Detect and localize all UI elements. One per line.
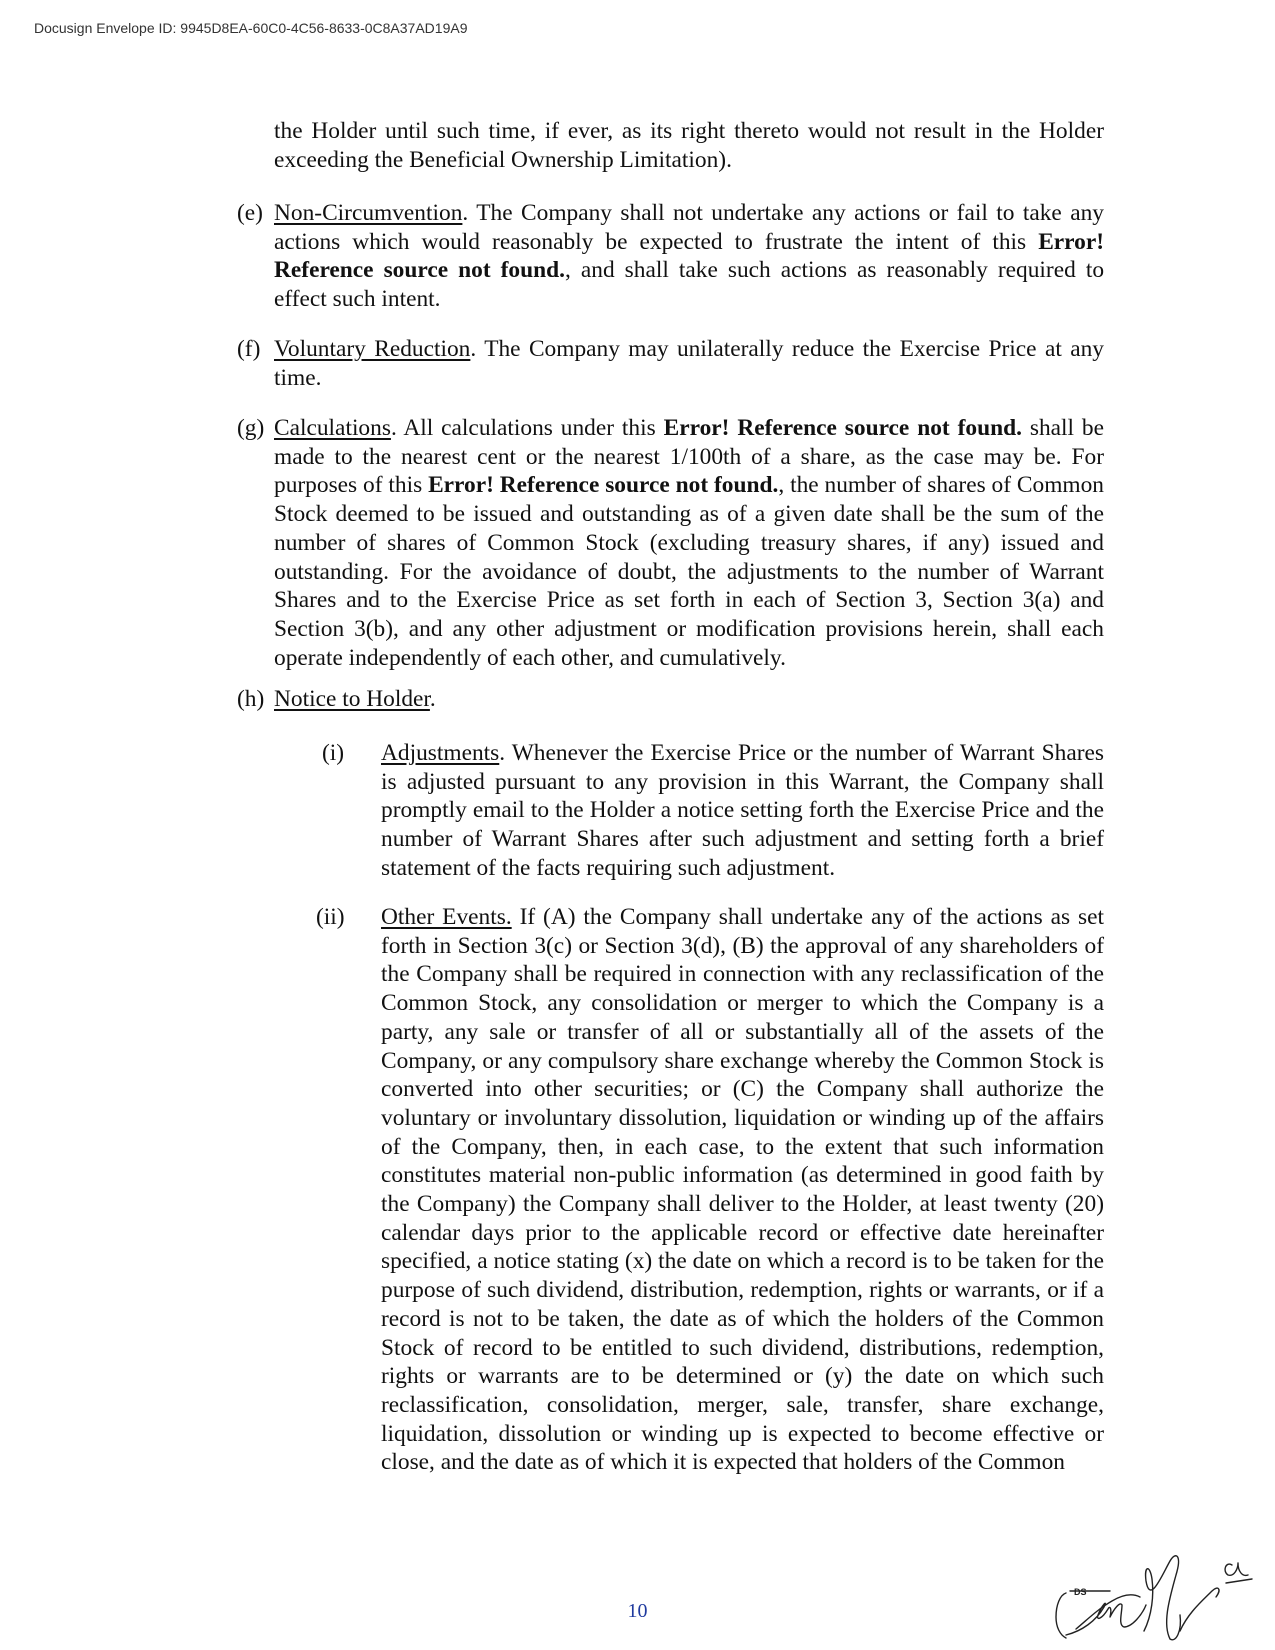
section-e-text-2: , and shall take such actions as reasonably required to effect such intent. bbox=[274, 257, 1105, 313]
section-h-ii-label: (ii) bbox=[316, 904, 345, 930]
section-g-text-1: . All calculations under this bbox=[390, 415, 664, 441]
section-f-paragraph bbox=[274, 335, 1104, 392]
signature-main-stroke bbox=[1144, 1556, 1180, 1640]
section-h-ii-title: Other Events. bbox=[381, 904, 512, 930]
section-g-error-1: Error! Reference source not found. bbox=[663, 415, 1022, 441]
section-g-text-2: shall be made to the nearest cent or the nearest 1/100th of a share, as the case may be. For purposes of this bbox=[274, 415, 1104, 499]
section-f-text: . The Company may unilaterally reduce the Exercise Price at any time. bbox=[274, 336, 1104, 391]
section-e-paragraph bbox=[274, 199, 1104, 314]
section-e-title: Non-Circumvention bbox=[274, 200, 463, 226]
section-h-heading bbox=[274, 685, 1104, 714]
section-h-label: (h) bbox=[237, 686, 265, 712]
section-h-ii-paragraph bbox=[381, 903, 1104, 1477]
section-g-error-2: Error! Reference source not found. bbox=[428, 472, 779, 499]
section-h-i-title: Adjustments bbox=[381, 740, 500, 766]
section-g-text-3: , the number of shares of Common Stock deemed to be issued and outstanding as of a given date shall be the sum of the number of shares of Common Stock (excluding treasury shares, if any) issued and outstanding. For the avoidance of doubt, the adjustments to the number of Warrant Shares and to the Exercise Price as set forth in each of Section 3, Section 3(a) and Section 3(b), and any other adjustment or modification provisions herein, shall each operate independently of each other, and cumulatively. bbox=[274, 472, 1104, 671]
docusign-initials-signature bbox=[1052, 1535, 1262, 1645]
envelope-id: Docusign Envelope ID: 9945D8EA-60C0-4C56-8633-0C8A37AD19A9 bbox=[34, 20, 468, 36]
section-f-title: Voluntary Reduction bbox=[274, 336, 471, 362]
signature-initials-stroke-2 bbox=[1076, 1595, 1140, 1629]
section-e-label: (e) bbox=[237, 200, 263, 226]
section-h-i-paragraph bbox=[381, 739, 1104, 883]
page-number: 10 bbox=[627, 1600, 648, 1622]
section-h-suffix: . bbox=[429, 686, 436, 712]
continuation-paragraph: the Holder until such time, if ever, as its right thereto would not result in the Holder exceeding the Beneficial Ownership Limitation). bbox=[274, 118, 1104, 173]
section-h-ii-text: If (A) the Company shall undertake any of the actions as set forth in Section 3(c) or Section 3(d), (B) the approval of any shareholders of the Company shall be required in connection with any reclassification of the Common Stock, any consolidation or merger to which the Company is a party, any sale or transfer of all or substantially all of the assets of the Company, or any compulsory share exchange whereby the Common Stock is converted into other securities; or (C) the Company shall authorize the voluntary or involuntary dissolution, liquidation or winding up of the affairs of the Company, then, in each case, to the extent that such information constitutes material non-public information (as determined in good faith by the Company) the Company shall deliver to the Holder, at least twenty (20) calendar days prior to the applicable record or effective date hereinafter specified, a notice stating (x) the date on which a record is to be taken for the purpose of such dividend, distribution, redemption, rights or warrants, or if a record is not to be taken, the date as of which the holders of the Common Stock of record to be entitled to such dividend, distributions, redemption, rights or warrants are to be determined or (y) the date on which such reclassification, consolidation, merger, sale, transfer, share exchange, liquidation, dissolution or winding up is expected to become effective or close, and the date as of which it is expected that holders of the Common bbox=[381, 904, 1104, 1476]
section-h-i-text: . Whenever the Exercise Price or the number of Warrant Shares is adjusted pursuant to any provision in this Warrant, the Company shall promptly email to the Holder a notice setting forth the Exercise Price and the number of Warrant Shares after such adjustment and setting forth a brief statement of the facts requiring such adjustment. bbox=[381, 740, 1104, 881]
section-e-error: Error! Reference source not found. bbox=[274, 228, 1104, 284]
section-h-i-label: (i) bbox=[322, 740, 345, 766]
section-g-title: Calculations bbox=[274, 415, 391, 441]
section-g-paragraph bbox=[274, 414, 1104, 672]
section-f-label: (f) bbox=[237, 336, 261, 362]
signature-tail-stroke bbox=[1180, 1588, 1219, 1631]
section-g-label: (g) bbox=[237, 415, 265, 441]
section-e-text-1: . The Company shall not undertake any actions or fail to take any actions which would reasonably be expected to frustrate the intent of this bbox=[274, 200, 1104, 255]
signature-initial-underline bbox=[1226, 1579, 1252, 1583]
section-h-title: Notice to Holder bbox=[274, 686, 430, 712]
signature-bracket bbox=[1056, 1593, 1066, 1638]
signature-initial-a bbox=[1225, 1563, 1248, 1575]
signature-initials-stroke bbox=[1066, 1603, 1146, 1635]
ds-tag: DS bbox=[1074, 1587, 1087, 1597]
